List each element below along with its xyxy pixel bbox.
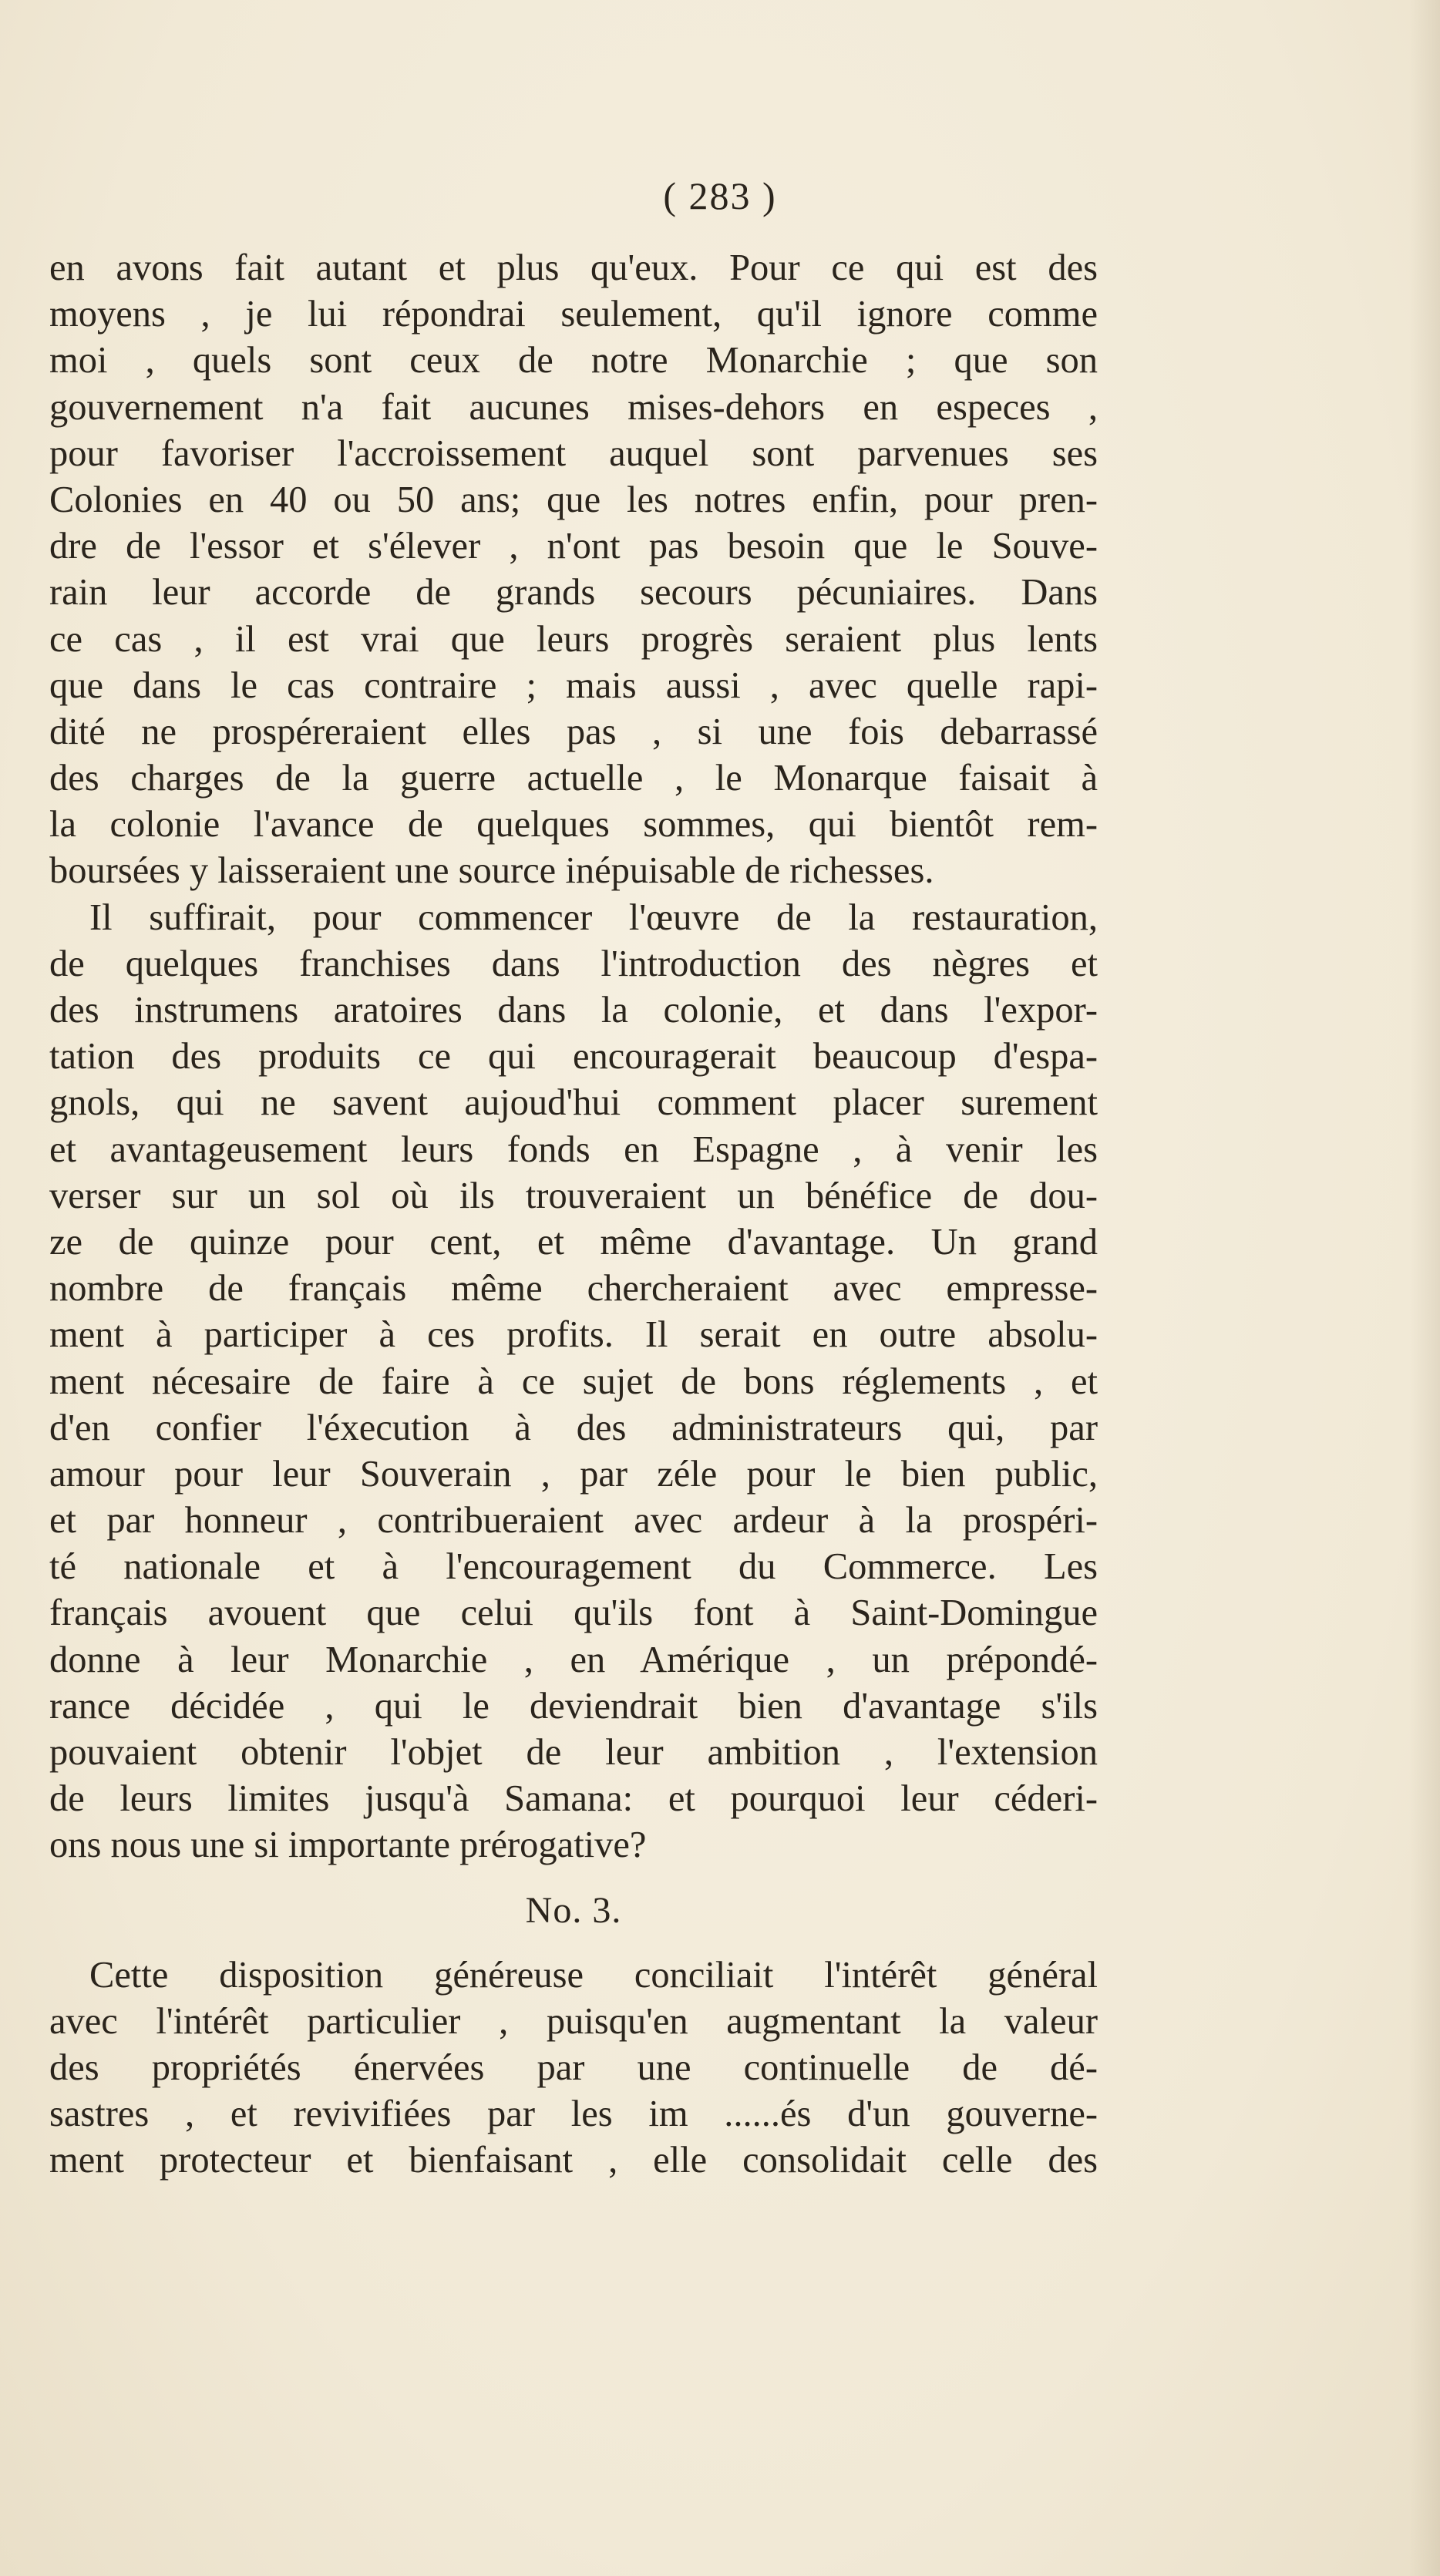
text-line: des charges de la guerre actuelle , le Monarque faisait à bbox=[49, 758, 1098, 799]
text-line: ment nécesaire de faire à ce sujet de bons réglements , et bbox=[49, 1360, 1098, 1402]
paragraph-3 bbox=[49, 1952, 1098, 2184]
text-line: moi , quels sont ceux de notre Monarchie ; que son bbox=[49, 340, 1098, 382]
text-line: gouvernement n'a fait aucunes mises-dehors en especes , bbox=[49, 386, 1098, 428]
text-line: que dans le cas contraire ; mais aussi , avec quelle rapi- bbox=[49, 664, 1098, 706]
text-line: donne à leur Monarchie , en Amérique , un prépondé- bbox=[49, 1639, 1098, 1680]
text-line: de leurs limites jusqu'à Samana: et pourquoi leur céderi- bbox=[49, 1778, 1098, 1820]
text-line: français avouent que celui qu'ils font à Saint-Domingue bbox=[49, 1592, 1098, 1634]
section-heading: No. 3. bbox=[525, 1889, 622, 1931]
text-line: rance décidée , qui le deviendrait bien d'avantage s'ils bbox=[49, 1685, 1098, 1727]
text-line: Cette disposition généreuse conciliait l'intérêt général bbox=[89, 1954, 1098, 1996]
text-line: la colonie l'avance de quelques sommes, qui bientôt rem- bbox=[49, 804, 1098, 846]
text-line: nombre de français même chercheraient avec empresse- bbox=[49, 1268, 1098, 1310]
text-line: avec l'intérêt particulier , puisqu'en augmentant la valeur bbox=[49, 2000, 1098, 2042]
text-line: ons nous une si importante prérogative? bbox=[49, 1824, 647, 1866]
text-line: ment protecteur et bienfaisant , elle consolidait celle des bbox=[49, 2140, 1098, 2181]
text-line: pour favoriser l'accroissement auquel sont parvenues ses bbox=[49, 432, 1098, 474]
text-line: des instrumens aratoires dans la colonie, et dans l'expor- bbox=[49, 990, 1098, 1031]
text-line: boursées y laisseraient une source inépuisable de richesses. bbox=[49, 850, 934, 892]
text-line: verser sur un sol où ils trouveraient un bénéfice de dou- bbox=[49, 1175, 1098, 1216]
text-line: Il suffirait, pour commencer l'œuvre de la restauration, bbox=[89, 896, 1098, 938]
text-line: dité ne prospéreraient elles pas , si une fois debarrassé bbox=[49, 711, 1098, 752]
text-line: ment à participer à ces profits. Il serait en outre absolu- bbox=[49, 1314, 1098, 1356]
text-line: et avantageusement leurs fonds en Espagne , à venir les bbox=[49, 1128, 1098, 1170]
text-line: moyens , je lui répondrai seulement, qu'il ignore comme bbox=[49, 294, 1098, 335]
text-line: gnols, qui ne savent aujoud'hui comment placer surement bbox=[49, 1082, 1098, 1124]
page-edge-shadow bbox=[1409, 0, 1440, 2576]
text-line: des propriétés énervées par une continuelle de dé- bbox=[49, 2046, 1098, 2088]
text-line: de quelques franchises dans l'introduction des nègres et bbox=[49, 943, 1098, 984]
text-line: en avons fait autant et plus qu'eux. Pour ce qui est des bbox=[49, 247, 1098, 288]
text-line: ce cas , il est vrai que leurs progrès seraient plus lents bbox=[49, 618, 1098, 660]
text-line: sastres , et revivifiées par les im ......és d'un gouverne- bbox=[49, 2093, 1098, 2135]
body-text bbox=[49, 245, 1098, 2184]
text-line: et par honneur , contribueraient avec ardeur à la prospéri- bbox=[49, 1500, 1098, 1542]
text-line: amour pour leur Souverain , par zéle pour le bien public, bbox=[49, 1453, 1098, 1495]
text-line: pouvaient obtenir l'objet de leur ambition , l'extension bbox=[49, 1732, 1098, 1773]
text-line: rain leur accorde de grands secours pécuniaires. Dans bbox=[49, 572, 1098, 614]
text-line: té nationale et à l'encouragement du Commerce. Les bbox=[49, 1546, 1098, 1588]
text-line: Colonies en 40 ou 50 ans; que les notres enfin, pour pren- bbox=[49, 479, 1098, 520]
paragraph-2 bbox=[49, 895, 1098, 1869]
text-line: d'en confier l'éxecution à des administrateurs qui, par bbox=[49, 1407, 1098, 1448]
text-line: tation des produits ce qui encouragerait beaucoup d'espa- bbox=[49, 1036, 1098, 1078]
text-line: ze de quinze pour cent, et même d'avantage. Un grand bbox=[49, 1221, 1098, 1263]
page-number: ( 283 ) bbox=[663, 174, 777, 217]
text-line: dre de l'essor et s'élever , n'ont pas besoin que le Souve- bbox=[49, 526, 1098, 567]
paragraph-1 bbox=[49, 245, 1098, 895]
